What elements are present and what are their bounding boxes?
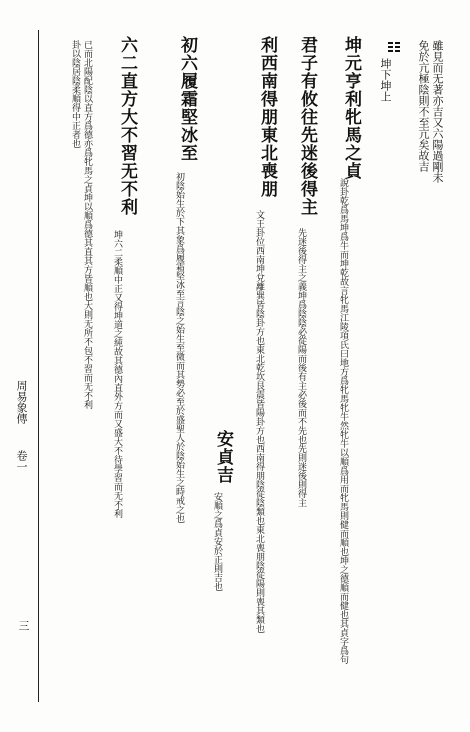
note-final-2: 卦以陰居陰柔順得中正者也	[70, 40, 80, 148]
hexagram-symbol	[388, 40, 400, 54]
page-number: 三	[17, 620, 30, 631]
book-title: 周易象傳	[15, 380, 28, 424]
note-final-1: 已而北陽配陰以直方爲德亦爲牝馬之貞坤以順爲德其直其方皆順也大則无所不包不習而无不利	[82, 40, 92, 409]
col-2: 免於亢極陰則不至亢矣故吉	[417, 40, 430, 172]
verse-chuliu: 初六履霜堅冰至	[177, 36, 197, 162]
trigram-label: 坤下坤上	[379, 58, 392, 102]
verse-anzhen: 安貞吉	[213, 430, 233, 484]
note-liuer: 坤六二柔順中正又得坤道之純故其德內直外方而又盛大不待學習而无不利	[112, 230, 122, 518]
volume-label: 卷一	[15, 450, 28, 472]
verse-kun: 坤元亨利牝馬之貞	[341, 36, 361, 180]
note-junzi: 先迷後得主之義坤爲陰陰必從陽而後有主必後而不先也先則迷後則得主	[296, 228, 306, 507]
verse-junzi: 君子有攸往先迷後得主	[297, 36, 317, 216]
note-anzhen: 安順之爲貞安於正則吉也	[212, 492, 222, 591]
frame-line	[38, 30, 435, 702]
note-chuliu: 初陰始生於下其象爲履霜堅冰至言陰之始生至微而其勢必至於盛聖人於陰始生之時戒之也	[174, 172, 184, 523]
col-1: 雖見而无著亦吉又六陽過剛未	[431, 40, 444, 183]
note-kun: 說卦乾爲馬坤爲牛而坤乾故言牝馬江陵項氏曰地方爲牝馬牝牛然牝牛以順爲用而牝馬則健而順也坤之德順而健也其貞字爲句	[338, 178, 348, 664]
verse-liuer: 六二直方大不習无不利	[117, 36, 137, 216]
verse-xinan: 利西南得朋東北喪朋	[257, 36, 277, 198]
note-xinan: 文王卦位西南坤兌離巽皆陰卦方也東北乾坎艮震皆陽卦方也西南得朋陰從陰類也東北喪朋陰從陽則喪其類也	[254, 210, 264, 633]
